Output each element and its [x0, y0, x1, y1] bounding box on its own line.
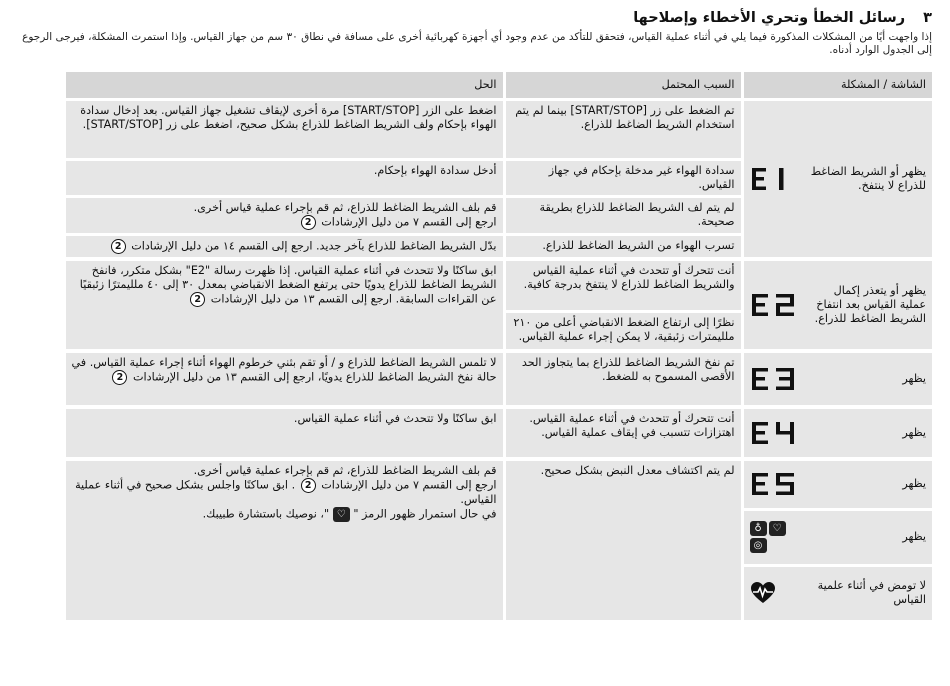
- e1-cause-1: تم الضغط على زر [START/STOP] بينما لم يتم استخدام الشريط الضاغط للذراع.: [504, 100, 742, 160]
- e5-solution-a: قم بلف الشريط الضاغط للذراع، ثم قم بإجراء عملية قياس أخرى.: [193, 464, 497, 477]
- e1-solution-2: أدخل سدادة الهواء بإحكام.: [64, 160, 504, 197]
- section-intro: إذا واجهت أيًا من المشكلات المذكورة فيما يلي في أثناء عملية القياس، فتحقق للتأكد من عدم وجود أي أجهزة كهربائية أخرى على مسافة في نطاق ٣٠ سم من جهاز القياس. وإذا استمرت المشكلة، فيرجى الرجوع إلى الجدول الوارد أدناه.: [22, 31, 932, 56]
- e4-screen-text: يظهر: [902, 426, 926, 439]
- troubleshooting-table: [63, 72, 933, 623]
- e3-screen-cell: [742, 351, 932, 407]
- e4-display-icon: [750, 420, 798, 446]
- table-row: [64, 459, 932, 509]
- e5-screen-text: يظهر: [902, 477, 926, 491]
- e3-display-icon: [750, 366, 798, 392]
- e1-screen-text: يظهر أو الشريط الضاغط للذراع لا ينتفخ.: [810, 165, 926, 192]
- e5-display-icon: [750, 471, 798, 497]
- e5-solution-e: "، نوصيك باستشارة طبيبك.: [202, 507, 330, 521]
- e1-display-icon: [750, 166, 788, 192]
- e5-solution-c: . ابق ساكنًا واجلس بشكل صحيح في أثناء عملية القياس.: [75, 478, 497, 506]
- table-row: [64, 351, 932, 407]
- e5-screen-cell: [742, 459, 932, 509]
- e5-heart-cell: [742, 565, 932, 621]
- section-title: [14, 8, 932, 28]
- e5-symbol-group: [750, 521, 786, 553]
- irregular-heartbeat-icon: ♡: [769, 521, 786, 536]
- e3-screen-text: يظهر: [902, 372, 926, 385]
- e5-symbols-cell: [742, 509, 932, 565]
- e1-solution-3a: قم بلف الشريط الضاغط للذراع، ثم قم بإجراء عملية قياس أخرى.: [193, 201, 497, 214]
- e5-solution-b: ارجع إلى القسم ٧ من دليل الإرشادات: [321, 478, 497, 492]
- e2-cause-1: أنت تتحرك أو تتحدث في أثناء عملية القياس والشريط الضاغط للذراع لا ينتفخ بدرجة كافية.: [504, 259, 742, 311]
- section-title-text: رسائل الخطأ وتحري الأخطاء وإصلاحها: [633, 10, 906, 26]
- e1-solution-1: اضغط على الزر [START/STOP] مرة أخرى لإيقاف تشغيل جهاز القياس. بعد إدخال سدادة الهواء بإحكام ولف الشريط الضاغط للذراع بشكل صحيح، اضغط على زر [START/STOP].: [64, 100, 504, 160]
- e1-solution-3b: ارجع إلى القسم ٧ من دليل الإرشادات: [321, 215, 497, 229]
- e1-cause-2: سدادة الهواء غير مدخلة بإحكام في جهاز القياس.: [504, 160, 742, 197]
- table-header-row: [64, 72, 932, 100]
- e1-cause-3: لم يتم لف الشريط الضاغط للذراع بطريقة صحيحة.: [504, 197, 742, 235]
- manual-ref-icon: 2: [301, 478, 316, 493]
- header-cause: السبب المحتمل: [504, 72, 742, 100]
- e5-solution-d: في حال استمرار ظهور الرمز ": [353, 507, 497, 521]
- e4-cause: أنت تتحرك أو تتحدث في أثناء عملية القياس. اهتزازات تتسبب في إيقاف عملية القياس.: [504, 407, 742, 459]
- manual-ref-icon: 2: [301, 215, 316, 230]
- e3-cause: تم نفخ الشريط الضاغط للذراع بما يتجاوز الحد الأقصى المسموح به للضغط.: [504, 351, 742, 407]
- heart-icon: ♡: [333, 507, 350, 522]
- e2-display-icon: [750, 292, 798, 318]
- e5-symbols-text: يظهر: [902, 530, 926, 543]
- e4-solution: ابق ساكنًا ولا تتحدث في أثناء عملية القياس.: [64, 407, 504, 459]
- table-row: [64, 407, 932, 459]
- manual-ref-icon: 2: [112, 370, 127, 385]
- e1-cause-4: تسرب الهواء من الشريط الضاغط للذراع.: [504, 235, 742, 260]
- table-row: [64, 259, 932, 311]
- cuff-wrap-icon: ◎: [750, 538, 767, 553]
- manual-ref-icon: 2: [190, 292, 205, 307]
- movement-icon: ♁: [750, 521, 767, 536]
- table-row: [64, 100, 932, 160]
- e1-screen-cell: [742, 100, 932, 260]
- e1-solution-4: [64, 235, 504, 260]
- e2-screen-cell: [742, 259, 932, 351]
- e2-solution-text: ابق ساكنًا ولا تتحدث في أثناء عملية القياس. إذا ظهرت رسالة "E2" بشكل متكرر، فانفخ الشريط الضاغط للذراع يدويًا حتى يرتفع الضغط الانقباضي بمعدل ٣٠ إلى ٤٠ ملليمترًا زئبقيًا عن القراءات السابقة. ارجع إلى القسم ١٣ من دليل الإرشادات: [79, 264, 497, 306]
- e2-solution: [64, 259, 504, 351]
- e3-solution-text: لا تلمس الشريط الضاغط للذراع و / أو تقم بثني خرطوم الهواء أثناء إجراء عملية القياس. في حالة نفخ الشريط الضاغط للذراع يدويًا، ارجع إلى القسم ١٣ من دليل الإرشادات: [71, 356, 497, 384]
- e1-solution-3: [64, 197, 504, 235]
- e5-solution: [64, 459, 504, 621]
- e3-solution: [64, 351, 504, 407]
- e5-cause: لم يتم اكتشاف معدل النبض بشكل صحيح.: [504, 459, 742, 621]
- manual-ref-icon: 2: [111, 239, 126, 254]
- section-header: [14, 8, 932, 57]
- e2-screen-text: يظهر أو يتعذر إكمال عملية القياس بعد انتفاخ الشريط الضاغط للذراع.: [814, 284, 926, 325]
- e2-cause-2: نظرًا إلى ارتفاع الضغط الانقباضي أعلى من ٢١٠ ملليمترات زئبقية، لا يمكن إجراء عملية القياس.: [504, 311, 742, 351]
- e1-solution-4-text: بدّل الشريط الضاغط للذراع بآخر جديد. ارجع إلى القسم ١٤ من دليل الإرشادات: [131, 239, 497, 253]
- section-number: ٣: [923, 10, 932, 26]
- header-screen: الشاشة / المشكلة: [742, 72, 932, 100]
- e5-heart-text: لا تومض في أثناء علمية القياس: [817, 579, 926, 606]
- pulse-heart-icon: [750, 581, 776, 605]
- e4-screen-cell: [742, 407, 932, 459]
- header-solution: الحل: [64, 72, 504, 100]
